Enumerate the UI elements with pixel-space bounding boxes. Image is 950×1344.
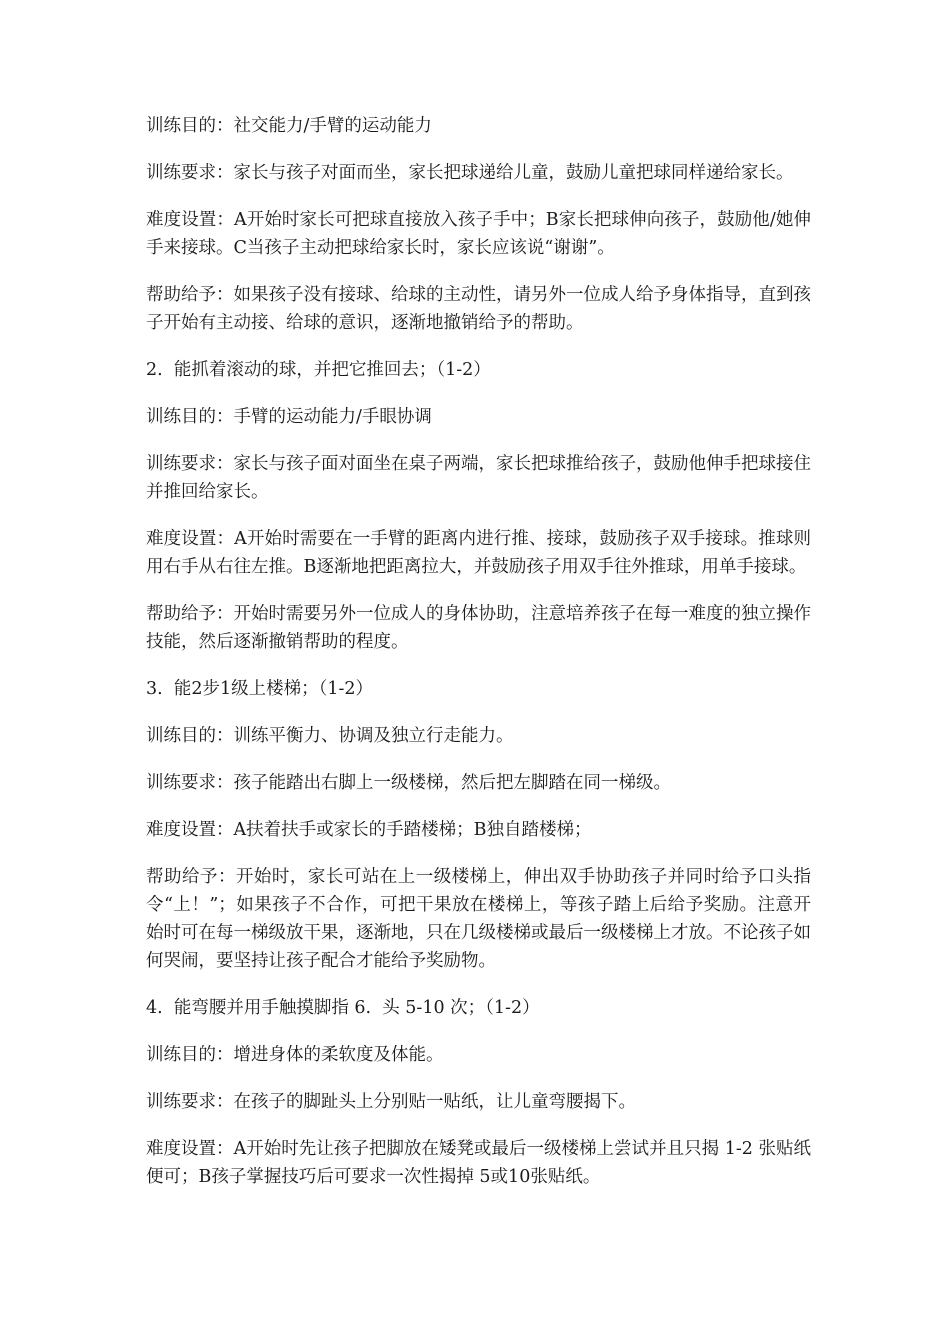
difficulty-setting-3: 难度设置：A扶着扶手或家长的手踏楼梯；B独自踏楼梯；: [146, 820, 592, 840]
item-heading-3: 3. 能2步1级上楼梯；（1-2）: [146, 679, 374, 699]
assistance-3: 帮助给予：开始时，家长可站在上一级楼梯上，伸出双手协助孩子并同时给予口头指令“上！”；如果孩子不合作，可把干果放在楼梯上，等孩子踏上后给予奖励。注意开始时可在每一梯级放干果，逐渐地，只在几级楼梯或最后一级楼梯上才放。不论孩子如何哭闹，要坚持让孩子配合才能给予奖励物。: [146, 867, 811, 971]
difficulty-setting-4: 难度设置：A开始时先让孩子把脚放在矮凳或最后一级楼梯上尝试并且只揭 1-2 张贴纸便可；B孩子掌握技巧后可要求一次性揭掉 5或10张贴纸。: [146, 1139, 811, 1187]
item-heading-4: 4. 能弯腰并用手触摸脚指 6. 头 5-10 次；（1-2）: [146, 998, 540, 1018]
training-goal-2: 训练目的：手臂的运动能力/手眼协调: [146, 407, 432, 427]
training-requirement-4: 训练要求：在孩子的脚趾头上分别贴一贴纸，让儿童弯腰揭下。: [146, 1092, 636, 1112]
training-requirement-3: 训练要求：孩子能踏出右脚上一级楼梯，然后把左脚踏在同一梯级。: [146, 773, 671, 793]
assistance-2: 帮助给予：开始时需要另外一位成人的身体协助，注意培养孩子在每一难度的独立操作技能，然后逐渐撤销帮助的程度。: [146, 604, 811, 652]
assistance-1: 帮助给予：如果孩子没有接球、给球的主动性，请另外一位成人给予身体指导，直到孩子开始有主动接、给球的意识，逐渐地撤销给予的帮助。: [146, 285, 811, 333]
training-goal-4: 训练目的：增进身体的柔软度及体能。: [146, 1045, 444, 1065]
item-heading-2: 2. 能抓着滚动的球，并把它推回去；（1-2）: [146, 360, 491, 380]
training-goal-3: 训练目的：训练平衡力、协调及独立行走能力。: [146, 726, 514, 746]
difficulty-setting-2: 难度设置：A开始时需要在一手臂的距离内进行推、接球，鼓励孩子双手接球。推球则用右手从右往左推。B逐渐地把距离拉大，并鼓励孩子用双手往外推球，用单手接球。: [146, 529, 811, 577]
document-body: [146, 112, 811, 1210]
training-requirement-1: 训练要求：家长与孩子对面而坐，家长把球递给儿童，鼓励儿童把球同样递给家长。: [146, 163, 794, 183]
difficulty-setting-1: 难度设置：A开始时家长可把球直接放入孩子手中；B家长把球伸向孩子，鼓励他/她伸手来接球。C当孩子主动把球给家长时，家长应该说“谢谢”。: [146, 210, 811, 258]
training-goal-1: 训练目的：社交能力/手臂的运动能力: [146, 116, 432, 136]
training-requirement-2: 训练要求：家长与孩子面对面坐在桌子两端，家长把球推给孩子，鼓励他伸手把球接住并推回给家长。: [146, 454, 811, 502]
